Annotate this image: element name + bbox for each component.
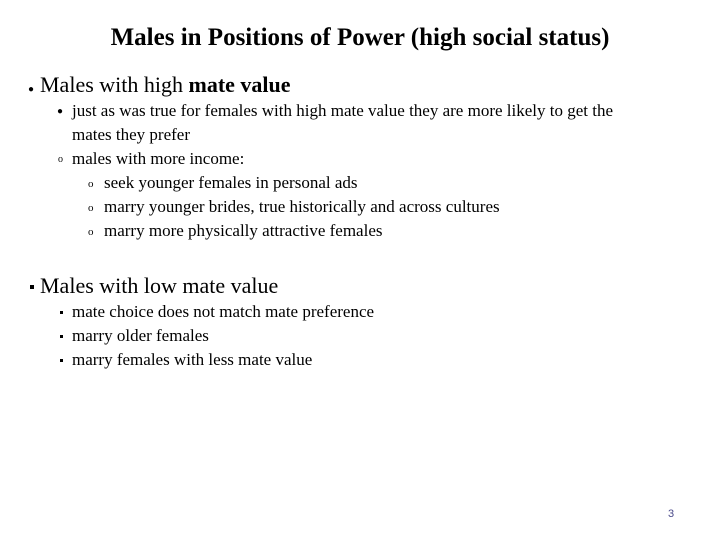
list-item-line: just as was true for females with high mate value they are more likely to get the bbox=[72, 101, 613, 120]
page-number: 3 bbox=[668, 508, 675, 520]
level2-bullet-dot-icon: ● bbox=[57, 106, 64, 117]
list-item: males with more income: bbox=[72, 149, 245, 168]
sub-list-item: seek younger females in personal ads bbox=[104, 173, 358, 192]
level1-bullet-square-icon bbox=[30, 285, 34, 289]
level2-bullet-circle-icon: o bbox=[58, 154, 63, 165]
level3-bullet-circle-icon: o bbox=[88, 202, 94, 214]
section-heading-emphasis: mate value bbox=[188, 72, 291, 97]
level3-bullet-circle-icon: o bbox=[88, 178, 94, 190]
section-heading-high-mate-value bbox=[40, 72, 291, 98]
section-heading-low-mate-value: Males with low mate value bbox=[40, 273, 279, 298]
level2-bullet-square-icon bbox=[60, 335, 63, 338]
section-heading-prefix: Males with high bbox=[40, 72, 189, 97]
level3-bullet-circle-icon: o bbox=[88, 226, 94, 238]
list-item: marry females with less mate value bbox=[72, 350, 313, 369]
sub-list-item: marry younger brides, true historically and across cultures bbox=[104, 197, 500, 216]
list-item: mate choice does not match mate preference bbox=[72, 302, 375, 321]
sub-list-item: marry more physically attractive females bbox=[104, 221, 383, 240]
level2-bullet-square-icon bbox=[60, 311, 63, 314]
list-item: marry older females bbox=[72, 326, 209, 345]
level2-bullet-square-icon bbox=[60, 359, 63, 362]
list-item-line-continuation: mates they prefer bbox=[72, 125, 190, 144]
level1-bullet-dot-icon: ● bbox=[28, 84, 35, 95]
slide-title: Males in Positions of Power (high social status) bbox=[110, 24, 610, 51]
